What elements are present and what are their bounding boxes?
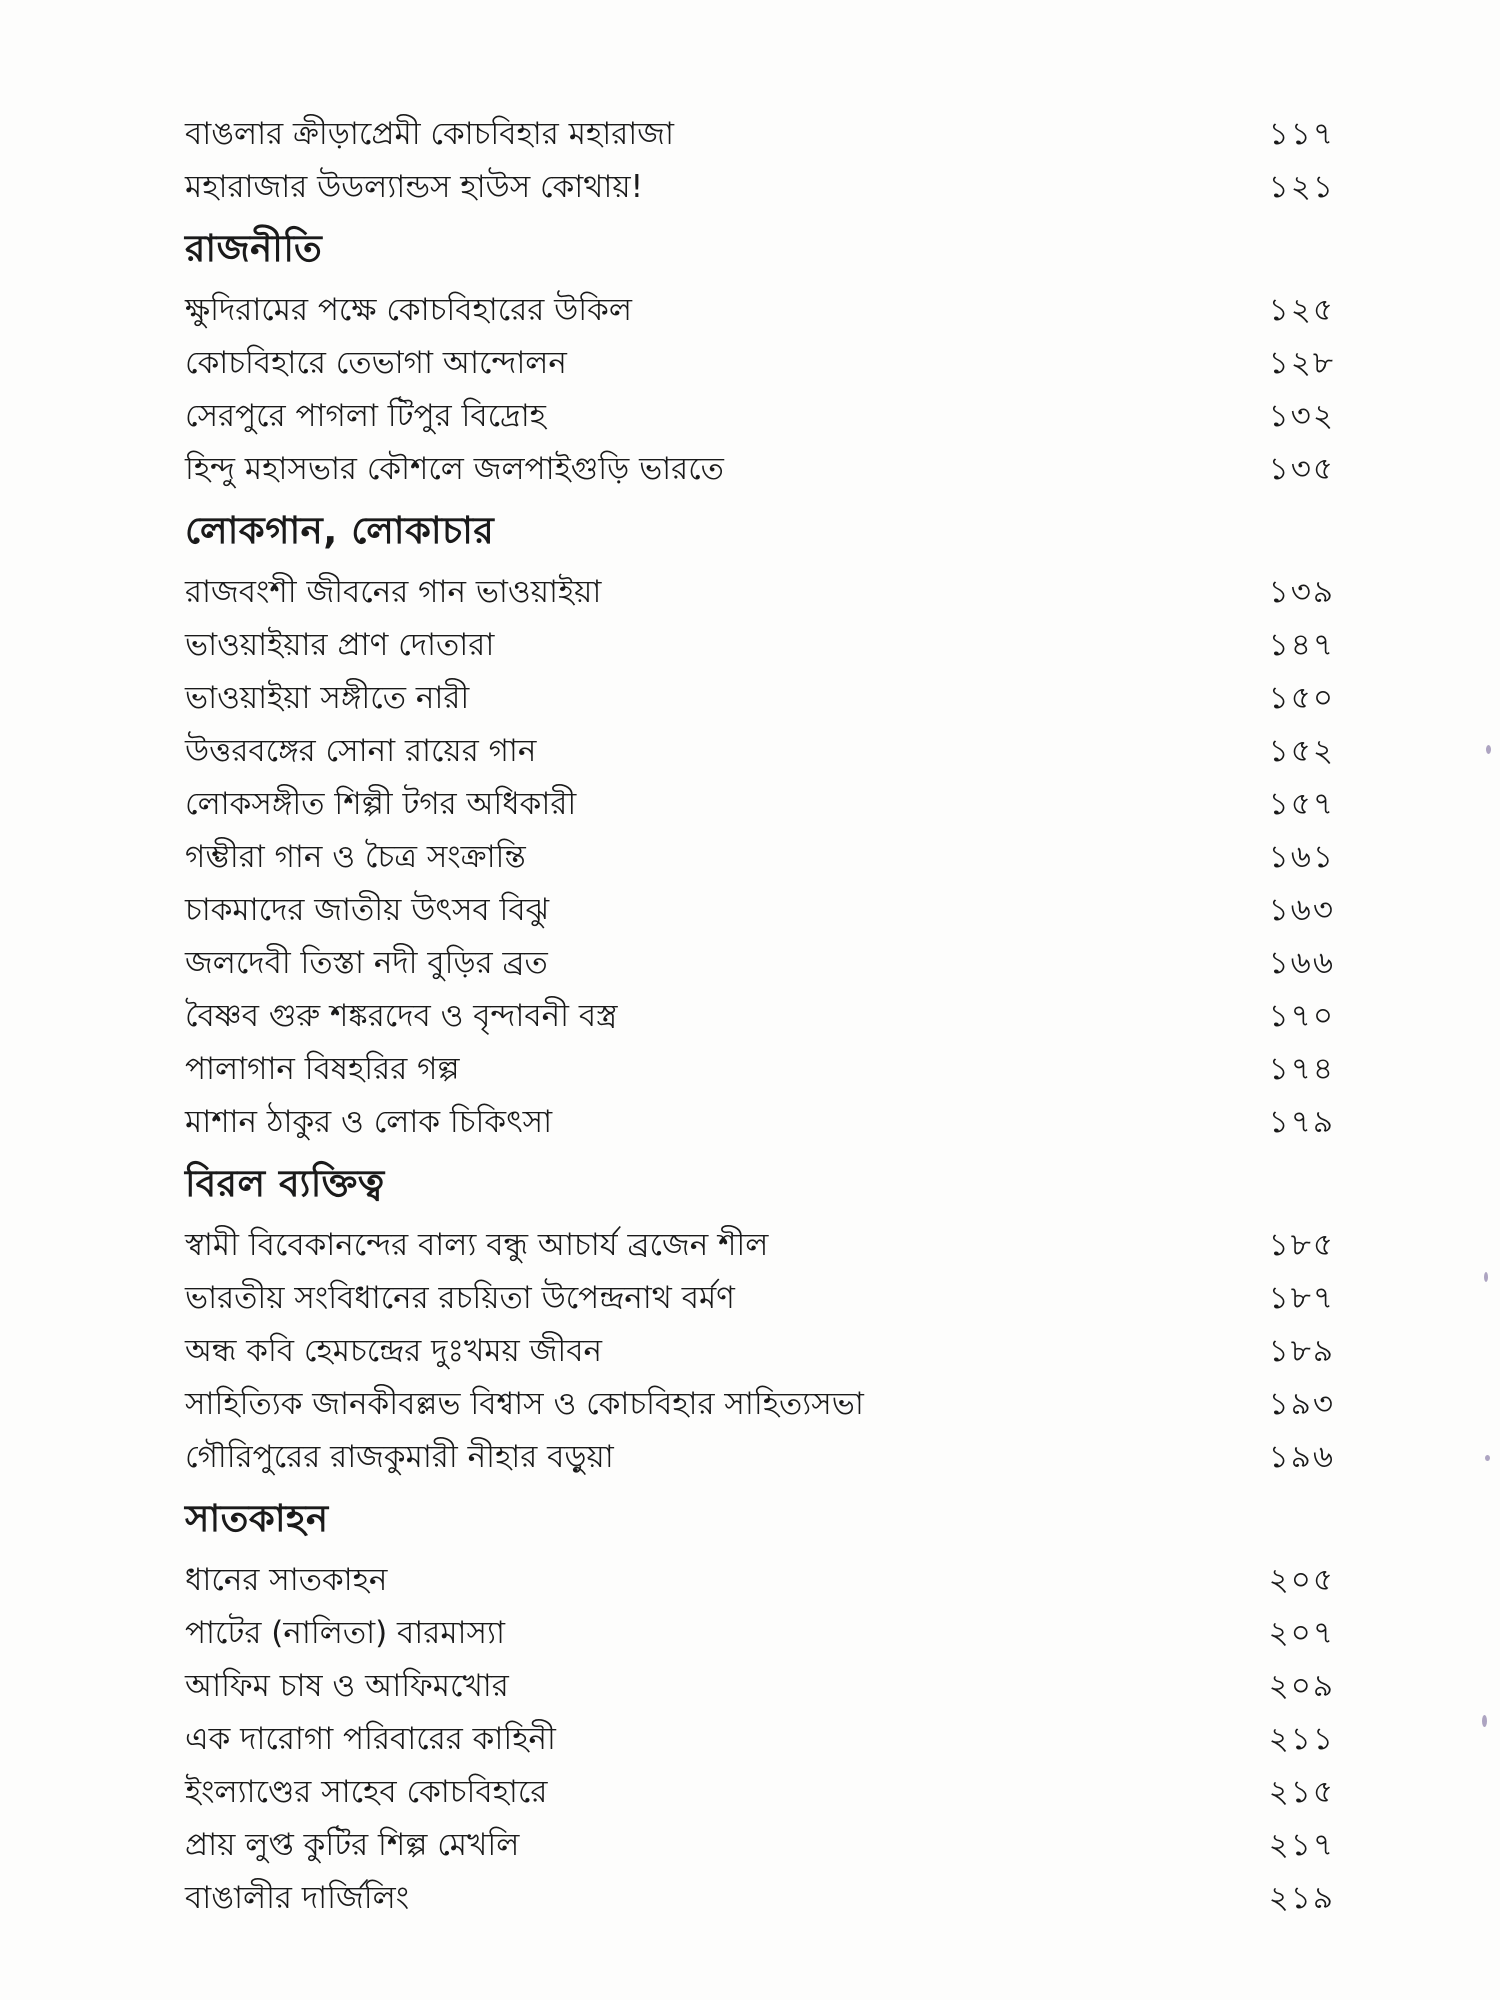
entry-list xyxy=(185,284,1335,496)
entry-list xyxy=(185,108,1335,214)
entry-title: মহারাজার উডল্যান্ডস হাউস কোথায়! xyxy=(185,169,644,205)
toc-entry xyxy=(185,1431,1335,1484)
entry-title: উত্তরবঙ্গের সোনা রায়ের গান xyxy=(185,733,537,769)
entry-title: অন্ধ কবি হেমচন্দ্রের দুঃখময় জীবন xyxy=(185,1333,603,1369)
toc-entry xyxy=(185,284,1335,337)
table-of-contents xyxy=(185,108,1335,1925)
entry-title: পালাগান বিষহরির গল্প xyxy=(185,1051,460,1087)
toc-entry xyxy=(185,1872,1335,1925)
scan-speck xyxy=(1486,745,1491,754)
toc-section xyxy=(185,496,1335,1149)
entry-title: ক্ষুদিরামের পক্ষে কোচবিহারের উকিল xyxy=(185,292,632,328)
entry-title: মাশান ঠাকুর ও লোক চিকিৎসা xyxy=(185,1104,553,1140)
entry-title: পাটের (নালিতা) বারমাস্যা xyxy=(185,1615,505,1651)
entry-title: ধানের সাতকাহন xyxy=(185,1562,388,1598)
toc-entry xyxy=(185,1272,1335,1325)
entry-page-number: ১২৫ xyxy=(1268,292,1335,328)
entry-page-number: ১৯৬ xyxy=(1268,1439,1335,1475)
entry-page-number: ১৭৯ xyxy=(1268,1104,1335,1140)
toc-entry xyxy=(185,337,1335,390)
toc-entry xyxy=(185,1607,1335,1660)
toc-entry xyxy=(185,1325,1335,1378)
toc-entry xyxy=(185,390,1335,443)
entry-title: আফিম চাষ ও আফিমখোর xyxy=(185,1668,509,1704)
entry-page-number: ১৮৯ xyxy=(1268,1333,1335,1369)
section-heading: লোকগান, লোকাচার xyxy=(185,509,495,552)
entry-title: স্বামী বিবেকানন্দের বাল্য বন্ধু আচার্য ব্রজেন শীল xyxy=(185,1227,769,1263)
section-heading: বিরল ব্যক্তিত্ব xyxy=(185,1162,385,1205)
entry-title: প্রায় লুপ্ত কুটির শিল্প মেখলি xyxy=(185,1827,520,1863)
toc-entry xyxy=(185,1713,1335,1766)
entry-title: চাকমাদের জাতীয় উৎসব বিঝু xyxy=(185,892,550,928)
entry-title: বাঙালীর দার্জিলিং xyxy=(185,1880,410,1916)
entry-page-number: ১৫৭ xyxy=(1268,786,1335,822)
toc-entry xyxy=(185,619,1335,672)
toc-entry xyxy=(185,108,1335,161)
entry-page-number: ২০৫ xyxy=(1268,1562,1335,1598)
toc-entry xyxy=(185,937,1335,990)
entry-page-number: ১৬৬ xyxy=(1268,945,1335,981)
entry-title: জলদেবী তিস্তা নদী বুড়ির ব্রত xyxy=(185,945,548,981)
entry-title: বাঙলার ক্রীড়াপ্রেমী কোচবিহার মহারাজা xyxy=(185,116,674,152)
entry-page-number: ২১১ xyxy=(1268,1721,1335,1757)
entry-page-number: ১৩৯ xyxy=(1268,574,1335,610)
entry-title: সাহিত্যিক জানকীবল্লভ বিশ্বাস ও কোচবিহার সাহিত্যসভা xyxy=(185,1386,864,1422)
entry-title: ইংল্যাণ্ডের সাহেব কোচবিহারে xyxy=(185,1774,548,1810)
toc-entry xyxy=(185,161,1335,214)
toc-section xyxy=(185,108,1335,214)
toc-entry xyxy=(185,778,1335,831)
entry-page-number: ২০৯ xyxy=(1268,1668,1335,1704)
toc-entry xyxy=(185,1378,1335,1431)
entry-title: হিন্দু মহাসভার কৌশলে জলপাইগুড়ি ভারতে xyxy=(185,451,724,487)
toc-entry xyxy=(185,1766,1335,1819)
toc-entry xyxy=(185,1043,1335,1096)
section-heading: সাতকাহন xyxy=(185,1497,329,1540)
toc-entry xyxy=(185,1219,1335,1272)
toc-entry xyxy=(185,1096,1335,1149)
entry-title: কোচবিহারে তেভাগা আন্দোলন xyxy=(185,345,567,381)
scan-speck xyxy=(1484,1272,1488,1282)
scan-speck xyxy=(1485,1455,1490,1461)
scan-speck xyxy=(1482,1715,1487,1727)
entry-list xyxy=(185,1219,1335,1484)
toc-entry xyxy=(185,566,1335,619)
toc-entry xyxy=(185,725,1335,778)
entry-page-number: ১৯৩ xyxy=(1268,1386,1335,1422)
entry-title: ভারতীয় সংবিধানের রচয়িতা উপেন্দ্রনাথ বর্মণ xyxy=(185,1280,735,1316)
entry-title: লোকসঙ্গীত শিল্পী টগর অধিকারী xyxy=(185,786,577,822)
section-heading: রাজনীতি xyxy=(185,227,323,270)
toc-entry xyxy=(185,443,1335,496)
entry-page-number: ২১৯ xyxy=(1268,1880,1335,1916)
toc-entry xyxy=(185,831,1335,884)
entry-title: রাজবংশী জীবনের গান ভাওয়াইয়া xyxy=(185,574,602,610)
entry-page-number: ১৪৭ xyxy=(1268,627,1335,663)
toc-entry xyxy=(185,990,1335,1043)
toc-entry xyxy=(185,1554,1335,1607)
entry-title: সেরপুরে পাগলা টিপুর বিদ্রোহ xyxy=(185,398,546,434)
entry-title: গম্ভীরা গান ও চৈত্র সংক্রান্তি xyxy=(185,839,526,875)
entry-page-number: ১৭৪ xyxy=(1268,1051,1335,1087)
toc-entry xyxy=(185,1819,1335,1872)
toc-section xyxy=(185,1149,1335,1484)
entry-page-number: ১২১ xyxy=(1268,169,1335,205)
toc-section xyxy=(185,214,1335,496)
toc-entry xyxy=(185,672,1335,725)
toc-entry xyxy=(185,1660,1335,1713)
entry-page-number: ২০৭ xyxy=(1268,1615,1335,1651)
entry-page-number: ১১৭ xyxy=(1268,116,1335,152)
entry-list xyxy=(185,566,1335,1149)
entry-page-number: ২১৭ xyxy=(1268,1827,1335,1863)
entry-title: এক দারোগা পরিবারের কাহিনী xyxy=(185,1721,556,1757)
toc-entry xyxy=(185,884,1335,937)
entry-page-number: ১৩২ xyxy=(1268,398,1335,434)
entry-title: বৈষ্ণব গুরু শঙ্করদেব ও বৃন্দাবনী বস্ত্র xyxy=(185,998,618,1034)
entry-page-number: ১৮৭ xyxy=(1268,1280,1335,1316)
entry-list xyxy=(185,1554,1335,1925)
entry-page-number: ১২৮ xyxy=(1268,345,1335,381)
entry-page-number: ১৬১ xyxy=(1268,839,1335,875)
entry-page-number: ২১৫ xyxy=(1268,1774,1335,1810)
entry-page-number: ১৮৫ xyxy=(1268,1227,1335,1263)
entry-page-number: ১৫০ xyxy=(1268,680,1335,716)
entry-page-number: ১৫২ xyxy=(1268,733,1335,769)
toc-section xyxy=(185,1484,1335,1925)
entry-title: ভাওয়াইয়ার প্রাণ দোতারা xyxy=(185,627,495,663)
entry-title: গৌরিপুরের রাজকুমারী নীহার বড়ুয়া xyxy=(185,1439,614,1475)
entry-page-number: ১৬৩ xyxy=(1268,892,1335,928)
entry-page-number: ১৩৫ xyxy=(1268,451,1335,487)
entry-title: ভাওয়াইয়া সঙ্গীতে নারী xyxy=(185,680,470,716)
entry-page-number: ১৭০ xyxy=(1268,998,1335,1034)
